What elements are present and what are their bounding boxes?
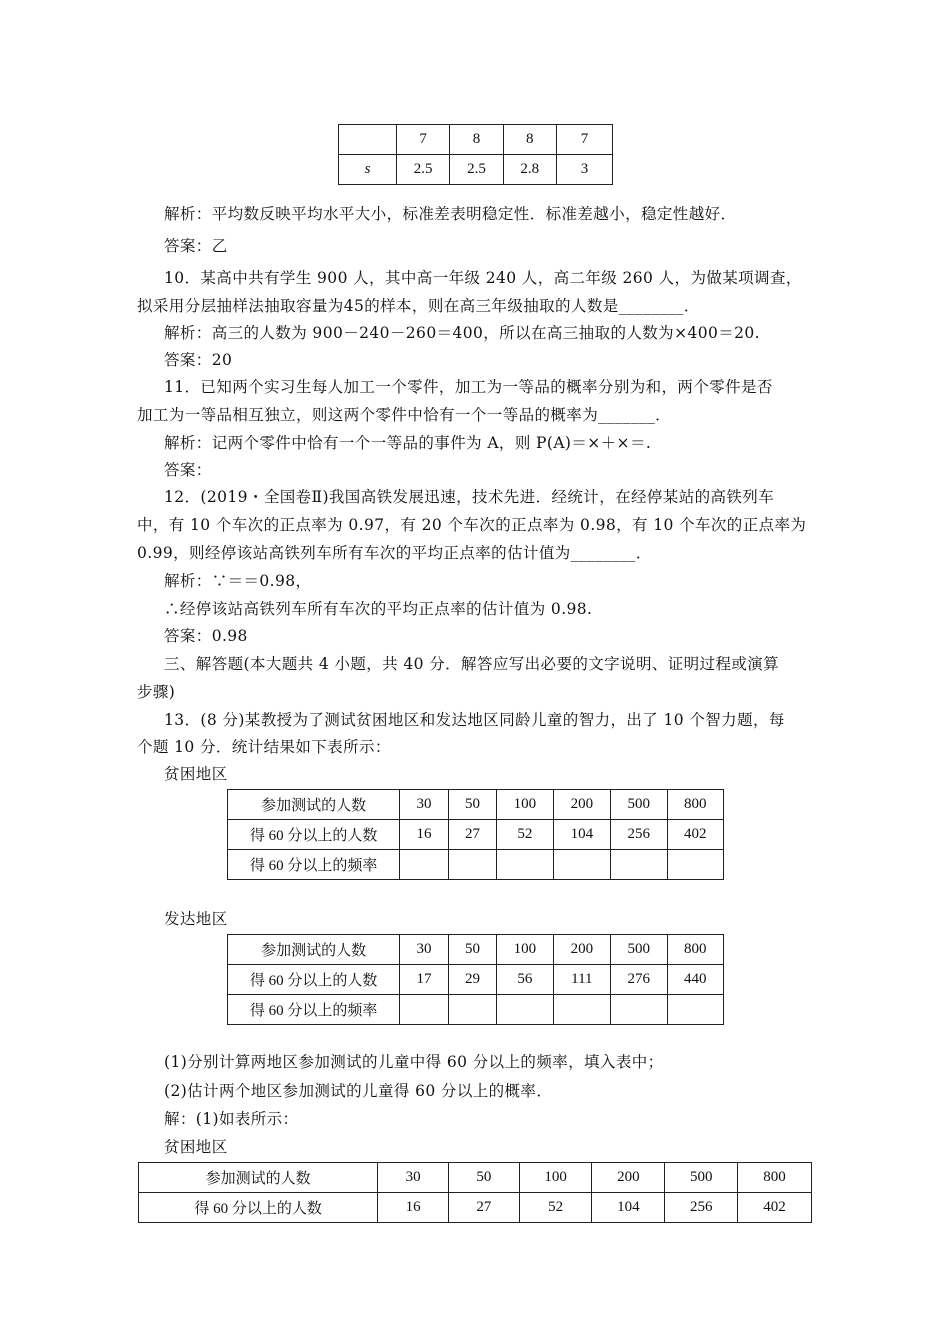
table-cell: 8 (450, 125, 503, 155)
table-cell: 7 (556, 125, 612, 155)
table-cell: 402 (667, 820, 723, 850)
table-cell (400, 995, 448, 1025)
table-row (139, 1193, 812, 1223)
table-cell: 参加测试的人数 (139, 1163, 378, 1193)
table-cell: 2.8 (503, 155, 556, 185)
table-cell: 2.5 (396, 155, 449, 185)
developed-region-table (227, 934, 724, 1025)
table-cell: 276 (611, 965, 667, 995)
table-cell (497, 995, 553, 1025)
text-line: 答案：0.98 (164, 627, 248, 645)
table-cell: 800 (667, 790, 723, 820)
table-cell (339, 125, 397, 155)
table-cell: 得 60 分以上的人数 (228, 820, 400, 850)
text-line: ∴经停该站高铁列车所有车次的平均正点率的估计值为 0.98. (164, 600, 593, 618)
table-cell (553, 850, 610, 880)
table-cell (553, 995, 610, 1025)
text-line: 答案：乙 (164, 237, 228, 255)
table-cell (667, 850, 723, 880)
text-line: 个题 10 分．统计结果如下表所示： (137, 738, 391, 756)
table-cell (611, 850, 667, 880)
table-cell: 500 (611, 935, 667, 965)
text-line: 解：(1)如表所示： (164, 1110, 299, 1128)
table-row (339, 155, 613, 185)
table-cell (611, 995, 667, 1025)
table-cell: 200 (553, 935, 610, 965)
table-cell: 256 (665, 1193, 738, 1223)
table-cell (448, 995, 496, 1025)
table-cell: 440 (667, 965, 723, 995)
text-line: 11．已知两个实习生每人加工一个零件，加工为一等品的概率分别为和，两个零件是否 (164, 378, 773, 396)
table-cell: 50 (448, 790, 496, 820)
text-line: 答案：20 (164, 351, 233, 369)
table-cell: 30 (400, 790, 448, 820)
text-line: 12．(2019・全国卷Ⅱ)我国高铁发展迅速，技术先进．经统计，在经停某站的高铁列车 (164, 488, 775, 506)
section-label: 贫困地区 (164, 765, 228, 783)
text-line: 加工为一等品相互独立，则这两个零件中恰有一个一等品的概率为_______． (137, 406, 672, 424)
text-line: 10．某高中共有学生 900 人，其中高一年级 240 人，高二年级 260 人，为做某项调查， (164, 269, 802, 287)
table-cell: 得 60 分以上的频率 (228, 995, 400, 1025)
table-cell (400, 850, 448, 880)
text-line: (2)估计两个地区参加测试的儿童得 60 分以上的概率． (164, 1082, 553, 1100)
table-cell: 800 (667, 935, 723, 965)
text-line: 解析：平均数反映平均水平大小，标准差表明稳定性．标准差越小，稳定性越好． (164, 205, 737, 223)
table-cell: 30 (400, 935, 448, 965)
table-cell: 8 (503, 125, 556, 155)
table-cell: 104 (553, 820, 610, 850)
text-line: 13．(8 分)某教授为了测试贫困地区和发达地区同龄儿童的智力，出了 10 个智力题，每 (164, 711, 785, 729)
table-cell: 17 (400, 965, 448, 995)
poor-region-table (227, 789, 724, 880)
table-row (339, 125, 613, 155)
table-cell: 100 (497, 790, 553, 820)
text-line: 步骤) (137, 683, 176, 701)
table-cell: 得 60 分以上的人数 (139, 1193, 378, 1223)
table-cell: 111 (553, 965, 610, 995)
table-row (228, 820, 724, 850)
table-cell: 256 (611, 820, 667, 850)
table-cell: 104 (592, 1193, 665, 1223)
table-cell (497, 850, 553, 880)
table-cell: 56 (497, 965, 553, 995)
table-cell (448, 850, 496, 880)
text-line: 答案： (164, 461, 212, 479)
table-cell: 100 (497, 935, 553, 965)
table-cell: 50 (448, 1163, 519, 1193)
table-cell: 27 (448, 820, 496, 850)
top-table (338, 124, 613, 185)
table-row (228, 995, 724, 1025)
table-row (228, 850, 724, 880)
table-cell: 7 (396, 125, 449, 155)
table-cell: 402 (738, 1193, 812, 1223)
text-line: 三、解答题(本大题共 4 小题，共 40 分．解答应写出必要的文字说明、证明过程或演算 (164, 655, 780, 673)
table-cell: 3 (556, 155, 612, 185)
text-line: (1)分别计算两地区参加测试的儿童中得 60 分以上的频率，填入表中； (164, 1053, 664, 1071)
table-cell: 30 (378, 1163, 449, 1193)
answer-table (138, 1162, 812, 1223)
table-cell (667, 995, 723, 1025)
table-cell: 200 (592, 1163, 665, 1193)
table-cell: 27 (448, 1193, 519, 1223)
table-row (139, 1163, 812, 1193)
text-line: 中，有 10 个车次的正点率为 0.97，有 20 个车次的正点率为 0.98，有 10 个车次的正点率为 (137, 516, 807, 534)
table-cell: 参加测试的人数 (228, 790, 400, 820)
table-cell: 200 (553, 790, 610, 820)
table-cell: 参加测试的人数 (228, 935, 400, 965)
table-cell: 52 (519, 1193, 592, 1223)
table-cell: 50 (448, 935, 496, 965)
table-cell: 800 (738, 1163, 812, 1193)
table-cell: s (339, 155, 397, 185)
table-cell: 得 60 分以上的频率 (228, 850, 400, 880)
section-label: 发达地区 (164, 910, 228, 928)
table-row (228, 965, 724, 995)
text-line: 0.99，则经停该站高铁列车所有车次的平均正点率的估计值为________． (137, 544, 652, 562)
table-cell: 2.5 (450, 155, 503, 185)
table-cell: 16 (400, 820, 448, 850)
table-cell: 29 (448, 965, 496, 995)
table-cell: 16 (378, 1193, 449, 1223)
text-line: 解析：记两个零件中恰有一个一等品的事件为 A，则 P(A)＝×＋×＝. (164, 434, 652, 452)
table-cell: 52 (497, 820, 553, 850)
table-row (228, 935, 724, 965)
table-cell: 500 (611, 790, 667, 820)
table-cell: 500 (665, 1163, 738, 1193)
text-line: 拟采用分层抽样法抽取容量为45的样本，则在高三年级抽取的人数是________． (137, 297, 700, 315)
section-label: 贫困地区 (164, 1138, 228, 1156)
table-cell: 100 (519, 1163, 592, 1193)
text-line: 解析：高三的人数为 900－240－260＝400，所以在高三抽取的人数为×400＝20. (164, 324, 760, 342)
text-line: 解析：∵＝＝0.98， (164, 572, 312, 590)
table-row (228, 790, 724, 820)
table-cell: 得 60 分以上的人数 (228, 965, 400, 995)
